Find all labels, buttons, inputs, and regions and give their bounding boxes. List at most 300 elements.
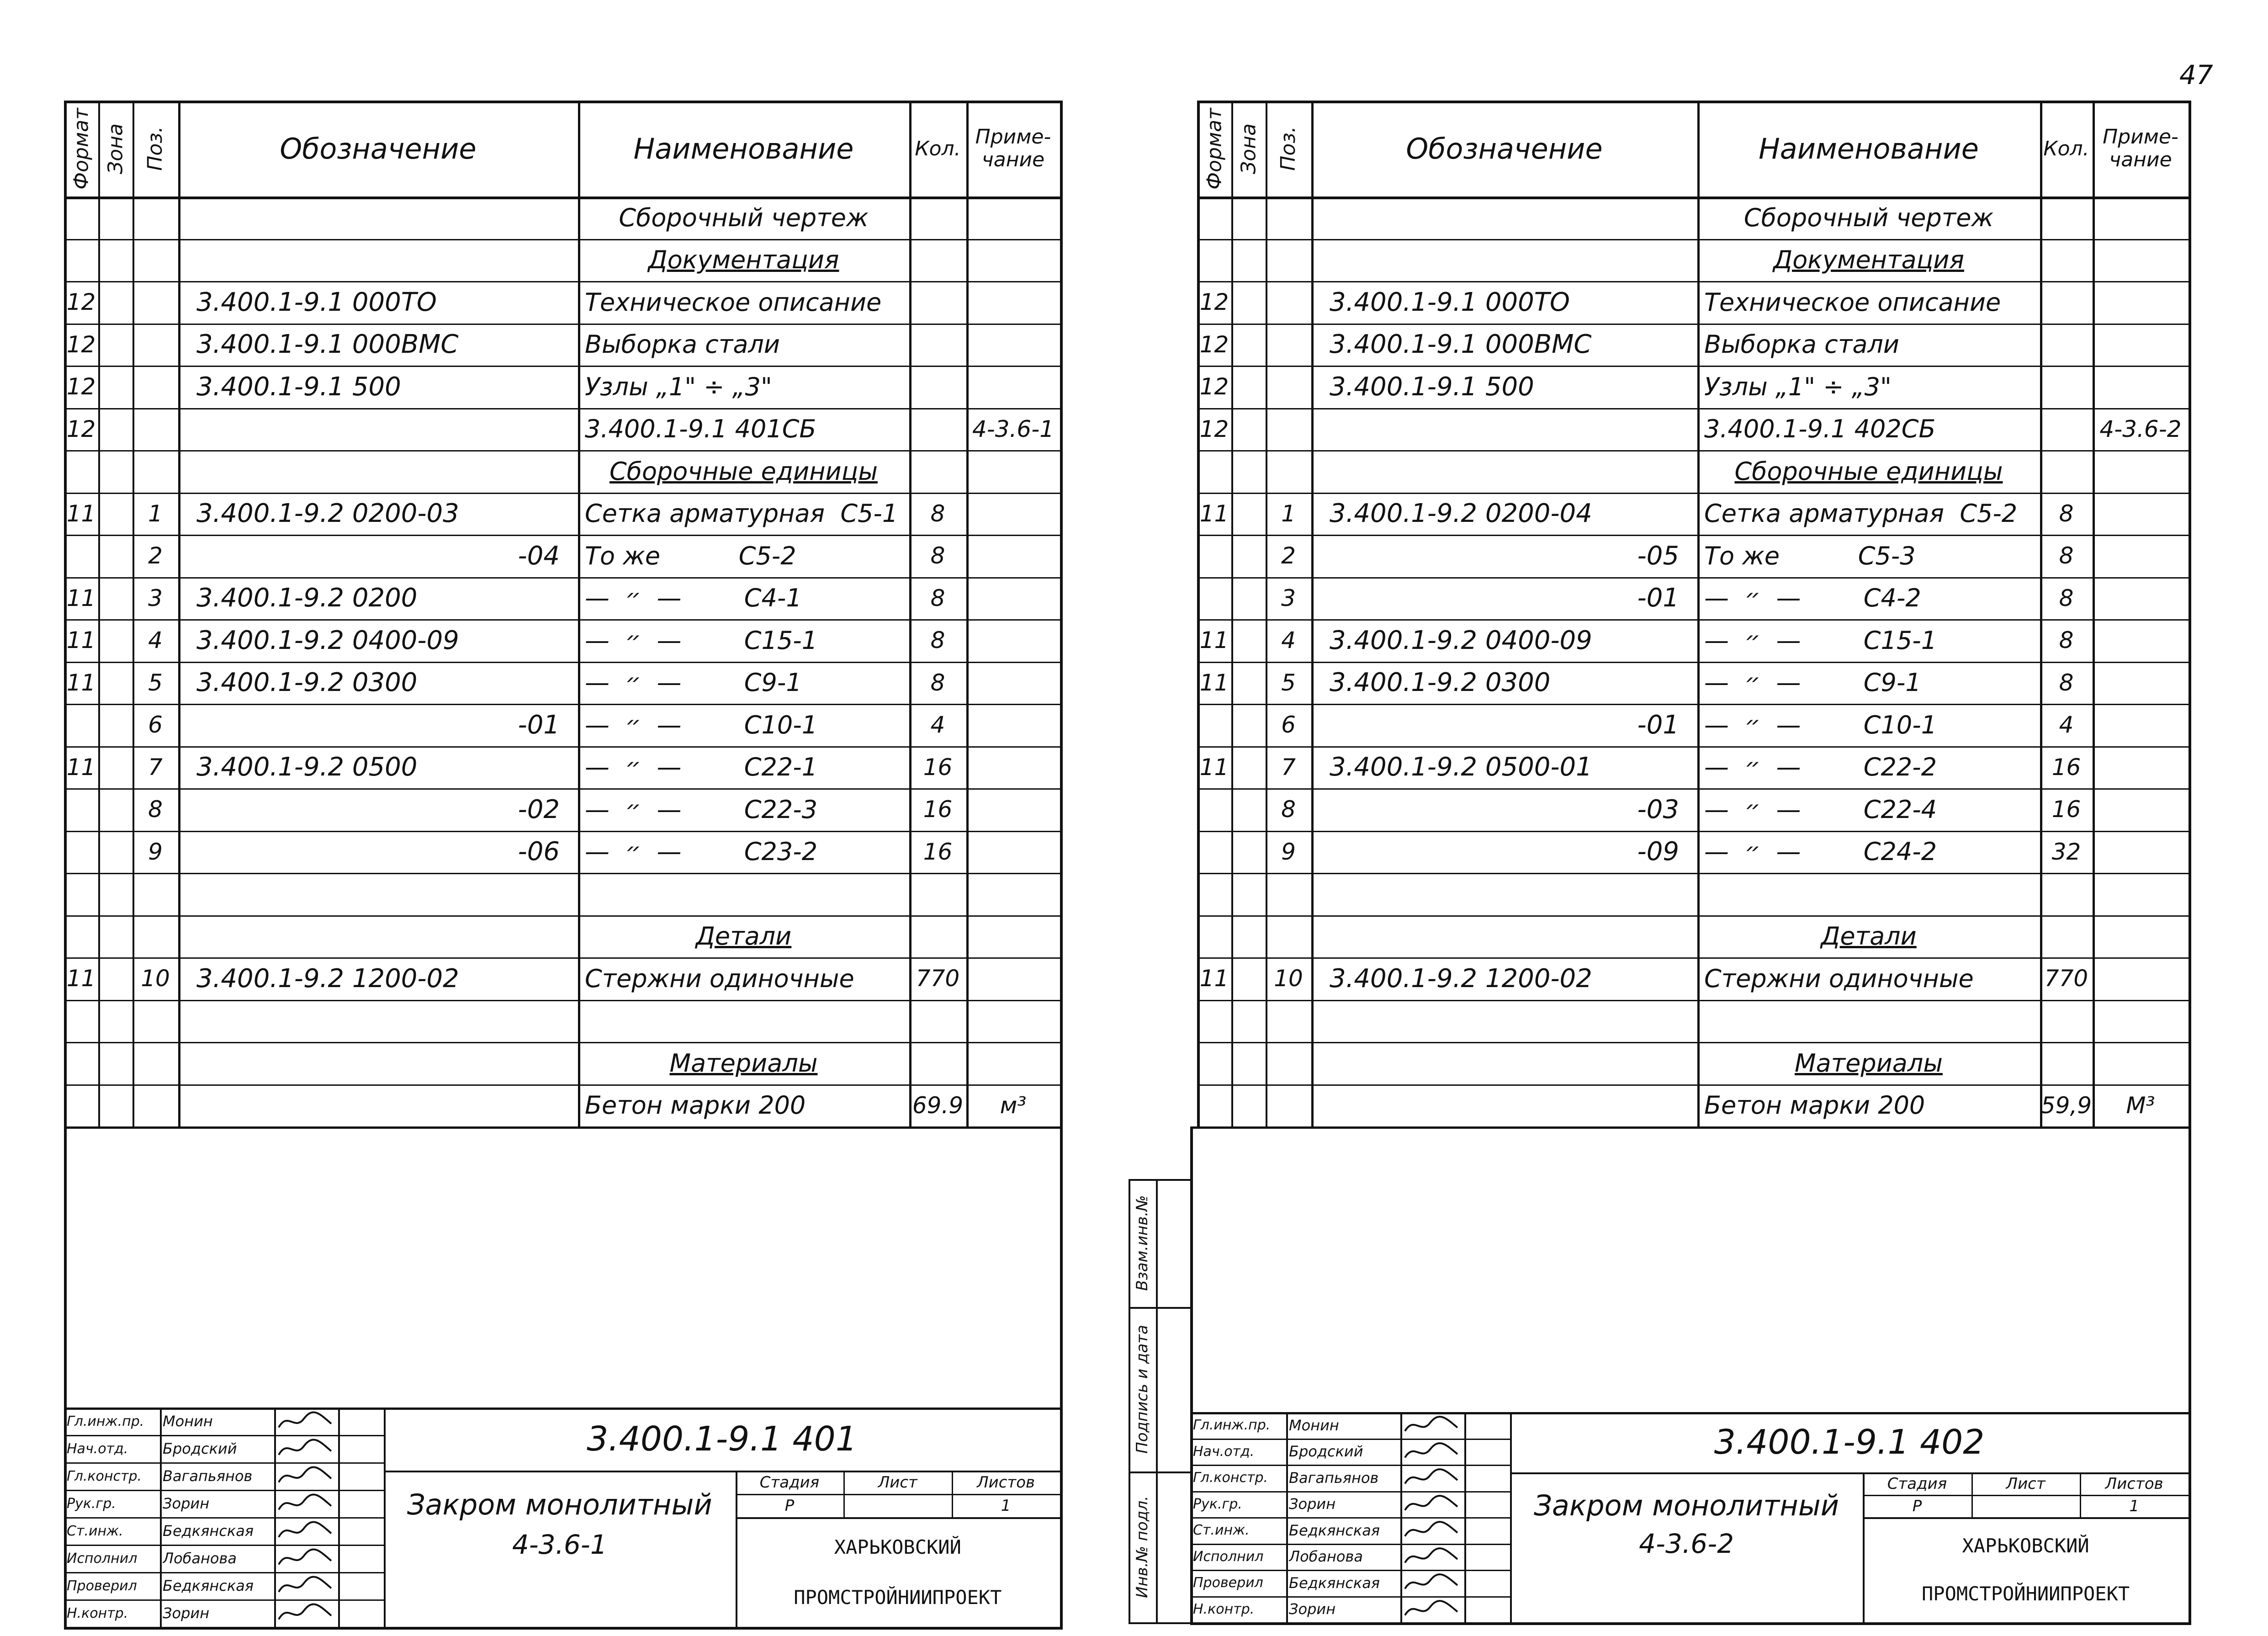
row-format-text: 12: [66, 331, 96, 358]
row-name: [1704, 324, 2033, 366]
signature-scribble: [1403, 1440, 1462, 1464]
row-pos: [1266, 366, 1311, 408]
row-note: [966, 1084, 1060, 1127]
row-name-text: — ״ — С22-3: [585, 795, 818, 824]
row-designation: [196, 788, 560, 831]
header-qty-text: Кол.: [2043, 137, 2089, 160]
stamp-stage-text: Р: [784, 1496, 795, 1515]
row-qty: [909, 873, 966, 915]
stamp-stage-text: Р: [1912, 1497, 1922, 1515]
stamp-role-text: Исполнил: [67, 1550, 138, 1567]
row-qty: [909, 493, 966, 535]
stamp-role-text: Нач.отд.: [1193, 1443, 1255, 1460]
stamp-code-text: 3.400.1-9.1 402: [1714, 1423, 1985, 1462]
row-format: [1197, 957, 1231, 1000]
stamp-role: [1193, 1439, 1284, 1465]
row-name: [1704, 450, 2033, 493]
header-zone: Зона: [104, 123, 127, 174]
signature-scribble: [276, 1464, 336, 1488]
row-designation-text: 3.400.1-9.2 0500: [196, 752, 418, 782]
stamp-person-text: Бедкянская: [1289, 1521, 1380, 1539]
row-name: [585, 662, 902, 704]
row-name-text: Документация: [648, 245, 839, 275]
row-qty-text: 8: [930, 584, 945, 611]
row-format: [64, 831, 98, 873]
row-name: [585, 746, 902, 789]
header-note: [2093, 101, 2189, 197]
row-name-text: Техническое описание: [1704, 287, 2001, 317]
row-note: [966, 873, 1060, 915]
row-qty: [909, 324, 966, 366]
row-pos: [132, 704, 178, 746]
row-name-text: 3.400.1-9.1 402СБ: [1704, 414, 1936, 444]
row-designation-text: -02: [518, 794, 560, 824]
row-note: [2093, 1000, 2189, 1042]
row-qty: [909, 704, 966, 746]
stamp-sheets-text: 1: [1001, 1496, 1011, 1515]
row-name: [585, 704, 902, 746]
row-format: [1197, 535, 1231, 577]
row-designation: [196, 239, 560, 282]
stamp-role-text: Гл.констр.: [67, 1468, 142, 1484]
stamp-person: [1289, 1439, 1399, 1465]
row-note: [2093, 873, 2189, 915]
row-designation: [1330, 1000, 1679, 1042]
row-qty-text: 32: [2051, 838, 2081, 865]
row-note: [2093, 535, 2189, 577]
row-name: [585, 493, 902, 535]
stamp-code: [384, 1408, 1060, 1471]
stamp-person-text: Вагапьянов: [163, 1467, 253, 1485]
stamp-role: [1193, 1517, 1284, 1544]
grid-line-v: [1156, 1179, 1158, 1622]
row-format-text: 11: [66, 500, 96, 527]
row-format: [64, 450, 98, 493]
spec-sheet-1: [64, 101, 1069, 1636]
row-pos: [1266, 831, 1311, 873]
row-pos: [132, 281, 178, 324]
header-zone: Зона: [1237, 123, 1260, 174]
row-note: [966, 450, 1060, 493]
signature-scribble: [276, 1601, 336, 1625]
row-format-text: 11: [66, 669, 96, 696]
row-qty-text: 8: [2059, 542, 2074, 569]
stamp-person: [163, 1545, 272, 1572]
signature-scribble: [1403, 1466, 1462, 1490]
row-pos: [132, 619, 178, 662]
row-designation: [196, 366, 560, 408]
stamp-stage: [1863, 1495, 1971, 1517]
row-note: [966, 577, 1060, 620]
row-designation: [1330, 450, 1679, 493]
stamp-person: [163, 1462, 272, 1490]
row-designation-text: 3.400.1-9.2 0200-04: [1330, 499, 1592, 529]
margin-label: Подпись и дата: [1133, 1325, 1151, 1454]
row-format: [1197, 1042, 1231, 1084]
row-qty: [909, 197, 966, 239]
row-qty: [909, 788, 966, 831]
row-pos: [132, 535, 178, 577]
row-qty: [2040, 281, 2093, 324]
row-format: [1197, 746, 1231, 789]
row-designation: [196, 831, 560, 873]
row-name: [585, 366, 902, 408]
row-note: [2093, 197, 2189, 239]
row-name: [585, 577, 902, 620]
row-name-text: — ״ — С15-1: [585, 626, 818, 655]
row-designation: [196, 915, 560, 958]
row-pos: [1266, 1084, 1311, 1127]
row-note: [966, 957, 1060, 1000]
row-pos-text: 10: [141, 965, 170, 992]
row-designation-text: -05: [1637, 541, 1679, 571]
row-qty-text: 69.9: [912, 1092, 964, 1119]
stamp-person-text: Зорин: [1289, 1600, 1336, 1618]
row-qty: [909, 831, 966, 873]
row-name: [1704, 281, 2033, 324]
row-format: [1197, 662, 1231, 704]
row-name-text: — ״ — С22-1: [585, 753, 818, 782]
row-qty-text: 16: [2051, 796, 2081, 823]
row-name-text: 3.400.1-9.1 401СБ: [585, 414, 816, 444]
row-pos: [1266, 873, 1311, 915]
row-format: [64, 915, 98, 958]
row-name-text: Бетон марки 200: [585, 1091, 806, 1120]
row-designation: [196, 493, 560, 535]
row-qty: [909, 1042, 966, 1084]
row-name-text: Детали: [1821, 922, 1917, 951]
row-pos: [132, 1042, 178, 1084]
row-designation: [196, 535, 560, 577]
row-designation: [1330, 324, 1679, 366]
stamp-role-text: Гл.констр.: [1193, 1470, 1268, 1486]
row-name: [1704, 1000, 2033, 1042]
stamp-role-text: Н.контр.: [1193, 1601, 1255, 1617]
stamp-org-line2: [736, 1572, 1060, 1622]
stamp-person: [1289, 1517, 1399, 1544]
stamp-code-text: 3.400.1-9.1 401: [587, 1419, 857, 1459]
row-pos-text: 9: [148, 838, 163, 865]
row-designation: [1330, 493, 1679, 535]
stamp-role-text: Н.контр.: [67, 1605, 128, 1621]
grid-line-v: [1231, 101, 1233, 1126]
row-name: [1704, 915, 2033, 958]
row-qty: [2040, 873, 2093, 915]
header-designation: [178, 101, 578, 197]
header-pos: Поз.: [143, 126, 167, 171]
row-pos: [1266, 281, 1311, 324]
stamp-person: [163, 1490, 272, 1517]
row-pos-text: 3: [148, 584, 163, 611]
grid-line-v: [98, 101, 100, 1126]
row-designation: [1330, 957, 1679, 1000]
signature-scribble: [276, 1573, 336, 1598]
margin-label: Взам.инв.№: [1133, 1195, 1151, 1291]
row-designation-text: 3.400.1-9.1 000ВМС: [196, 329, 459, 360]
grid-line-v: [578, 101, 580, 1126]
row-designation: [196, 577, 560, 620]
row-pos-text: 7: [1281, 754, 1296, 781]
row-pos: [132, 746, 178, 789]
row-designation-text: 3.400.1-9.1 000ТО: [196, 287, 437, 317]
stamp-person: [163, 1435, 272, 1462]
row-name-text: — ״ — С24-2: [1704, 837, 1937, 866]
header-pos: Поз.: [1277, 126, 1300, 171]
row-name-text: Стержни одиночные: [585, 964, 854, 993]
row-designation-text: 3.400.1-9.1 500: [196, 372, 401, 402]
stamp-role: [1193, 1491, 1284, 1518]
row-qty: [909, 366, 966, 408]
row-name: [585, 788, 902, 831]
row-format-text: 12: [66, 415, 96, 442]
stamp-sheets: [2080, 1495, 2189, 1517]
signature-scribble: [276, 1409, 336, 1434]
row-qty: [2040, 704, 2093, 746]
row-name-text: Сборочный чертеж: [1743, 203, 1994, 232]
row-name: [585, 831, 902, 873]
row-designation: [1330, 281, 1679, 324]
header-designation: [1311, 101, 1697, 197]
row-format: [64, 1000, 98, 1042]
stamp-org-line1: [736, 1522, 1060, 1572]
row-pos: [1266, 493, 1311, 535]
header-note: [966, 101, 1060, 197]
row-designation: [1330, 408, 1679, 451]
row-name: [1704, 873, 2033, 915]
row-designation: [196, 450, 560, 493]
row-pos-text: 2: [148, 542, 163, 569]
row-format: [64, 746, 98, 789]
stamp-role: [1193, 1570, 1284, 1596]
row-pos: [1266, 239, 1311, 282]
row-pos: [1266, 704, 1311, 746]
stamp-role-text: Проверил: [67, 1578, 137, 1594]
row-pos-text: 1: [1281, 500, 1296, 527]
row-format: [1197, 1084, 1231, 1127]
row-designation: [1330, 746, 1679, 789]
row-pos: [1266, 324, 1311, 366]
row-designation: [196, 408, 560, 451]
row-name: [1704, 577, 2033, 620]
row-name: [1704, 535, 2033, 577]
signature-scribble: [276, 1436, 336, 1461]
stamp-role: [1193, 1596, 1284, 1623]
row-note: [2093, 831, 2189, 873]
row-qty: [2040, 957, 2093, 1000]
row-name-text: Бетон марки 200: [1704, 1091, 1925, 1120]
stamp-role: [67, 1435, 158, 1462]
grid-line-h: [1190, 1622, 2191, 1625]
grid-line-h: [736, 1517, 1060, 1519]
row-name: [585, 450, 902, 493]
row-pos-text: 6: [148, 712, 163, 738]
row-designation: [196, 324, 560, 366]
stamp-person: [1289, 1570, 1399, 1596]
stamp-person: [1289, 1412, 1399, 1439]
row-format: [1197, 366, 1231, 408]
row-name-text: Техническое описание: [585, 287, 882, 317]
row-designation-text: 3.400.1-9.2 1200-02: [196, 963, 459, 993]
stamp-person-text: Зорин: [163, 1495, 210, 1512]
row-format: [64, 1084, 98, 1127]
stamp-title-text: Закром монолитный: [1534, 1488, 1839, 1522]
grid-line-h: [64, 1126, 1060, 1129]
stamp-org-line2-text: ПРОМСТРОЙНИИПРОЕКТ: [1922, 1583, 2130, 1605]
row-format: [1197, 493, 1231, 535]
stamp-stage: [736, 1494, 844, 1517]
row-name-text: — ״ — С9-1: [1704, 668, 1921, 697]
row-note: [966, 281, 1060, 324]
row-designation: [1330, 873, 1679, 915]
row-qty-text: 8: [930, 500, 945, 527]
row-note: [966, 831, 1060, 873]
row-pos: [132, 408, 178, 451]
row-pos: [1266, 408, 1311, 451]
row-designation: [1330, 577, 1679, 620]
row-designation: [1330, 831, 1679, 873]
row-name-text: — ״ — С10-1: [585, 710, 818, 739]
row-qty: [2040, 1000, 2093, 1042]
stamp-role-text: Гл.инж.пр.: [1193, 1417, 1271, 1434]
row-designation: [1330, 704, 1679, 746]
row-name: [1704, 619, 2033, 662]
row-qty-text: 770: [2044, 965, 2088, 992]
stamp-role: [67, 1517, 158, 1545]
row-qty: [909, 957, 966, 1000]
row-designation: [1330, 619, 1679, 662]
header-qty-text: Кол.: [915, 137, 961, 160]
stamp-sheet-label: [843, 1471, 952, 1494]
row-note: [966, 239, 1060, 282]
row-note: [2093, 281, 2189, 324]
row-name-text: — ״ — С23-2: [585, 837, 818, 866]
row-note: [966, 366, 1060, 408]
row-qty-text: 59,9: [2040, 1092, 2092, 1119]
row-name: [585, 873, 902, 915]
row-designation: [196, 957, 560, 1000]
row-note: [2093, 662, 2189, 704]
spec-sheet-2: [1129, 101, 2198, 1631]
row-name: [585, 239, 902, 282]
row-pos: [1266, 788, 1311, 831]
stamp-org-line1: [1863, 1522, 2189, 1570]
row-pos: [132, 493, 178, 535]
row-pos: [1266, 957, 1311, 1000]
row-format: [64, 324, 98, 366]
header-name-text: Наименование: [1759, 132, 1979, 165]
row-qty-text: 8: [2059, 669, 2074, 696]
stamp-role-text: Рук.гр.: [1193, 1496, 1242, 1512]
stamp-sheet-label-text: Лист: [2006, 1474, 2045, 1493]
row-note: [966, 788, 1060, 831]
row-name-text: Сборочный чертеж: [619, 203, 869, 232]
row-designation-text: 3.400.1-9.2 0300: [1330, 668, 1551, 698]
row-qty: [909, 281, 966, 324]
row-pos: [132, 957, 178, 1000]
row-format: [64, 197, 98, 239]
row-format-text: 11: [1199, 669, 1229, 696]
row-pos: [132, 577, 178, 620]
header-designation-text: Обозначение: [280, 132, 477, 165]
row-qty-text: 16: [923, 796, 953, 823]
row-pos-text: 1: [148, 500, 163, 527]
row-qty-text: 8: [2059, 627, 2074, 654]
stamp-role: [67, 1572, 158, 1599]
row-name: [1704, 197, 2033, 239]
row-qty: [909, 662, 966, 704]
row-pos: [132, 873, 178, 915]
row-qty: [909, 239, 966, 282]
stamp-sheets-text: 1: [2129, 1497, 2139, 1515]
row-note: [966, 1000, 1060, 1042]
row-note-text: 4-3.6-1: [972, 415, 1055, 442]
stamp-sheets-label-text: Листов: [2105, 1474, 2163, 1493]
stamp-sheet-label: [1971, 1472, 2080, 1495]
row-name-text: — ״ — С15-1: [1704, 626, 1937, 655]
row-designation: [1330, 197, 1679, 239]
stamp-person-text: Бродский: [163, 1440, 237, 1457]
row-note: [966, 915, 1060, 958]
header-name-text: Наименование: [633, 132, 854, 165]
row-qty-text: 4: [2059, 712, 2074, 738]
row-designation-text: 3.400.1-9.2 0200-03: [196, 499, 459, 529]
row-format: [1197, 788, 1231, 831]
row-name: [1704, 493, 2033, 535]
row-qty: [909, 1084, 966, 1127]
row-qty: [2040, 662, 2093, 704]
header-format: Формат: [1203, 107, 1226, 190]
row-note: [2093, 324, 2189, 366]
row-name: [585, 324, 902, 366]
row-format: [1197, 1000, 1231, 1042]
row-format-text: 11: [66, 754, 96, 781]
row-pos: [1266, 197, 1311, 239]
stamp-org-line2-text: ПРОМСТРОЙНИИПРОЕКТ: [794, 1586, 1002, 1609]
row-designation-text: 3.400.1-9.1 500: [1330, 372, 1534, 402]
row-qty: [909, 535, 966, 577]
row-designation: [196, 746, 560, 789]
row-name: [585, 957, 902, 1000]
signature-scribble: [276, 1519, 336, 1543]
row-pos: [1266, 535, 1311, 577]
row-note: [2093, 450, 2189, 493]
row-designation: [196, 197, 560, 239]
row-format: [1197, 619, 1231, 662]
row-pos-text: 4: [1281, 627, 1296, 654]
stamp-subtitle: [384, 1520, 736, 1569]
row-pos: [132, 662, 178, 704]
stamp-role-text: Исполнил: [1193, 1548, 1264, 1565]
stamp-person-text: Лобанова: [163, 1550, 237, 1567]
row-format-text: 11: [1199, 965, 1229, 992]
row-designation: [1330, 535, 1679, 577]
stamp-role: [1193, 1465, 1284, 1491]
row-qty: [2040, 1042, 2093, 1084]
row-note-text: м³: [1000, 1092, 1027, 1119]
row-qty: [909, 450, 966, 493]
row-note: [966, 746, 1060, 789]
row-pos-text: 8: [148, 796, 163, 823]
row-qty: [2040, 324, 2093, 366]
row-name: [1704, 704, 2033, 746]
row-format: [1197, 831, 1231, 873]
row-format: [64, 957, 98, 1000]
row-pos: [1266, 577, 1311, 620]
row-designation-text: 3.400.1-9.2 0400-09: [1330, 625, 1592, 655]
row-designation-text: 3.400.1-9.2 0500-01: [1330, 752, 1592, 782]
row-pos: [1266, 450, 1311, 493]
grid-line-h: [1190, 1126, 2189, 1129]
